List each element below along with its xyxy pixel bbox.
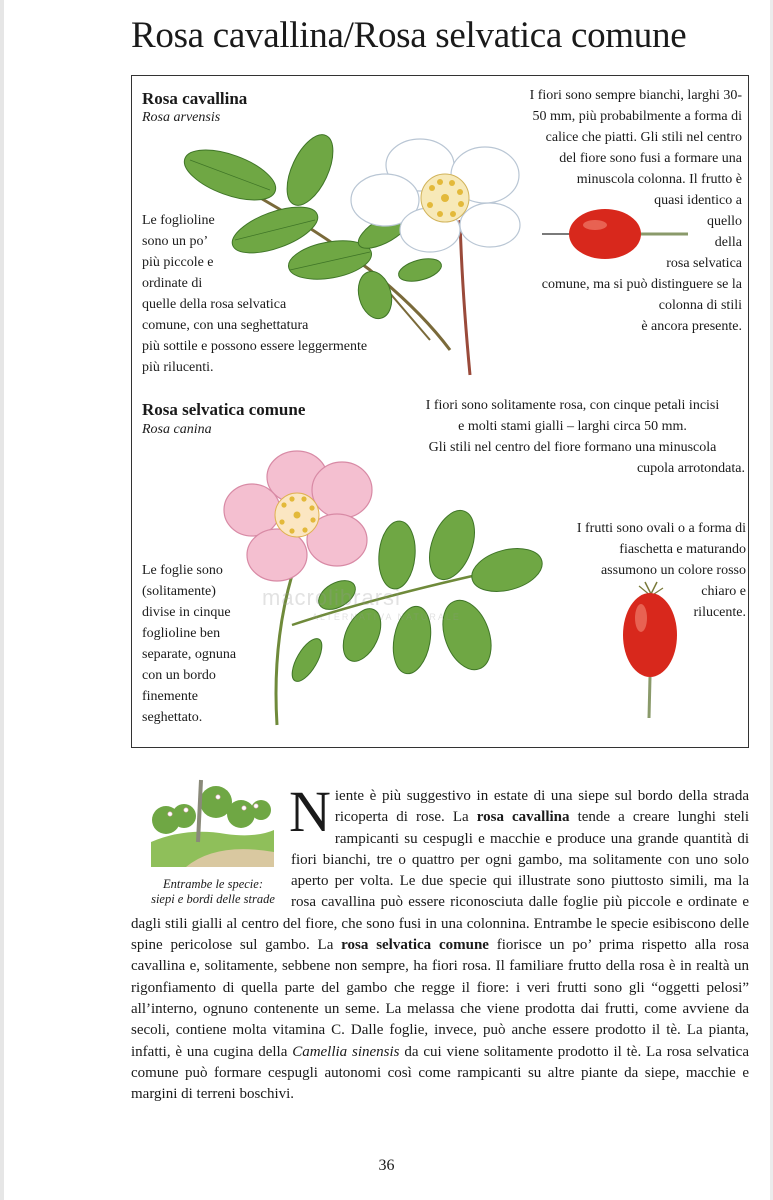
rosa-arvensis-fruit-illustration <box>540 205 690 265</box>
page-title: Rosa cavallina/Rosa selvatica comune <box>131 15 687 56</box>
species-2-leaf-note: Le foglie sono (solitamente) divise in cinque foglioline ben separate, ognuna con un bordo finemente seghettato. <box>142 563 237 725</box>
species-2-name: Rosa selvatica comune <box>142 400 306 419</box>
species-2-fruit-note: I frutti sono ovali o a forma di fiaschetta e maturando assumono un colore rosso chiaro e rilucente. <box>576 521 746 620</box>
species-2-latin: Rosa canina <box>142 422 212 437</box>
page-edge <box>0 0 4 1200</box>
watermark: macrolibrarsi <box>262 585 401 610</box>
species-1-name: Rosa cavallina <box>142 89 248 108</box>
body-text: Niente è più suggestivo in estate di una siepe sul bordo della strada ricoperta di rose. La rosa cavallina tende a creare lunghi steli rampicanti su cespugli e macchie e produce una grande quantità di fiori bianchi, tre o quattro per ogni gambo, ma solitamente con uno solo aperto per volta. Le due specie qui illustrate sono piuttosto simili, ma la rosa cavallina può essere riconosciuta dalle foglie più piccole e ordinate e dagli stili gialli al centro del fiore, che sono fusi in una colonnina. Entrambe le specie esibiscono delle spine pericolose sul gambo. La rosa selvatica comune fiorisce un po’ prima rispetto alla rosa cavallina e, solitamente, sebbene non sempre, ha fiori rosa. Il familiare frutto della rosa è in realtà un rigonfiamento di quella parte del gambo che regge il fiore: i veri frutti sono gli “oggetti pelosi” all’interno, ognuno contenente un seme. La melassa che viene prodotta dai frutti, come avviene da secoli, contiene molta vitamina C. Dalle foglie, invece, può anche essere prodotto il tè. La pianta, infatti, è una cugina della Camellia sinensis da cui viene solitamente prodotto il tè. La rosa selvatica comune può formare cespugli autonomi così come rampicanti su altre piante da siepe, macchie e margini di terreni boschivi. <box>131 779 749 1103</box>
species-1-leaf-note: Le foglioline sono un po’ più piccole e ordinate di quelle della rosa selvatica comune, con una seghettatura più sottile e possono essere leggermente più rilucenti. <box>142 213 368 375</box>
page-number: 36 <box>378 1157 395 1174</box>
thumbnail-spacer <box>131 786 291 904</box>
watermark-subtitle: ALTERNATIVA NATURALE <box>312 612 461 622</box>
drop-cap: N <box>289 779 331 844</box>
rosa-arvensis-illustration <box>170 130 530 380</box>
species-2-flower-note: I fiori sono solitamente rosa, con cinque petali incisi e molti stami gialli – larghi circa 50 mm. Gli stili nel centro del fiore formano una minuscola cupola arrotondata. <box>425 398 745 476</box>
species-1-latin: Rosa arvensis <box>142 110 221 125</box>
species-1-flower-note: I fiori sono sempre bianchi, larghi 30- 50 mm, più probabilmente a forma di calice che piatti. Gli stili nel centro del fiore sono fusi a formare una minuscola colonna. Il frutto è quasi identico a quello della rosa selvatica comune, ma si può distinguere se la colonna di stili è ancora presente. <box>529 88 742 334</box>
rosa-canina-fruit-illustration <box>615 580 685 720</box>
habitat-caption: Entrambe le specie: siepi e bordi delle strade <box>151 877 275 906</box>
